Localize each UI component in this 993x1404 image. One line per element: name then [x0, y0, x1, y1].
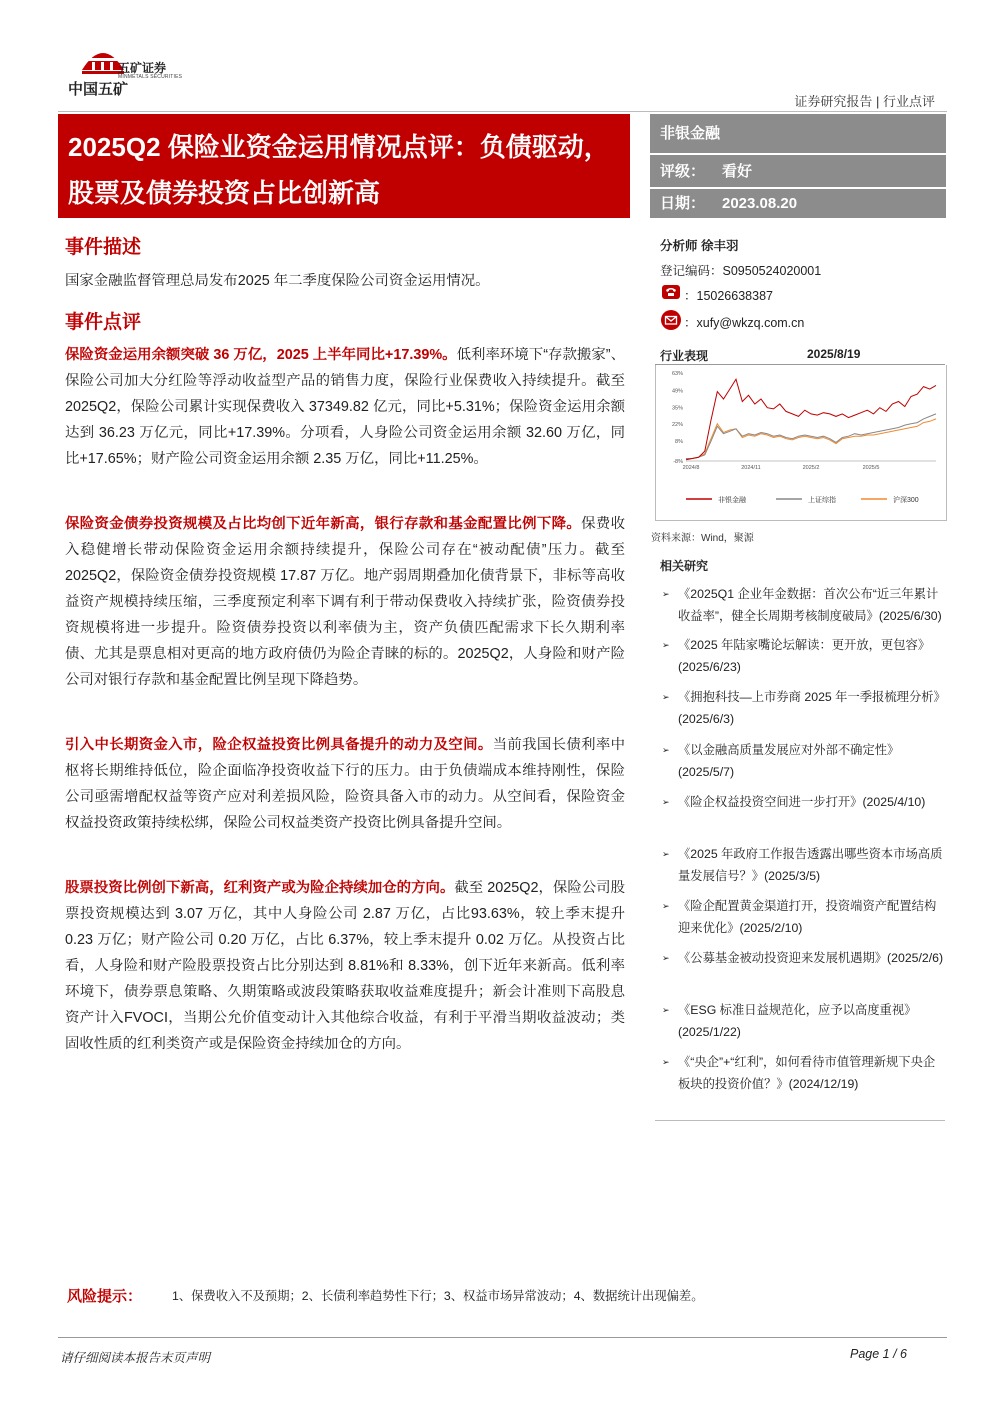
paragraph-3-highlight: 引入中长期资金入市，险企权益投资比例具备提升的动力及空间。	[65, 737, 493, 753]
perf-date: 2025/8/19	[807, 347, 861, 361]
page-number: Page 1 / 6	[850, 1347, 907, 1361]
company-logo	[64, 40, 214, 100]
phone-icon	[662, 285, 680, 299]
footer-divider	[58, 1337, 947, 1338]
rating-divider	[650, 153, 946, 155]
arrow-right-icon: ➢	[662, 1057, 670, 1067]
rating-row	[660, 156, 940, 188]
analyst-email: ：xufy@wkzq.com.cn	[684, 316, 805, 330]
footer-disclaimer: 请仔细阅读本报告末页声明	[60, 1351, 211, 1365]
arrow-right-icon: ➢	[662, 589, 670, 599]
y-tick-label: -8%	[673, 459, 683, 465]
related-list	[660, 583, 945, 1103]
arrow-right-icon: ➢	[662, 797, 670, 807]
title-banner	[58, 114, 630, 218]
performance-chart	[656, 365, 946, 520]
paragraph-2-text: 保费收入稳健增长带动保险资金运用余额持续提升，保险公司存在“被动配债”压力。截至 2025Q2，保险资金债券投资规模 17.87 万亿。地产弱周期叠加化债背景下，非标等高收益资产规模持续压缩，三季度预定利率下调有利于带动保费收入持续扩张，险资债券投资规模将进一步提升。险资债券投资以利率债为主，资产负债匹配需求下长久期利率债、尤其是票息相对更高的地方政府债仍为险企青睐的标的。2025Q2，人身险和财产险公司对银行存款和基金配置比例呈现下降趋势。	[65, 516, 625, 688]
related-item[interactable]: ➢ 《以金融高质量发展应对外部不确定性》(2025/5/7)	[660, 739, 945, 791]
series-line-上证综指	[686, 414, 936, 459]
rating-value: 看好	[722, 163, 753, 180]
paragraph-1	[65, 342, 625, 472]
y-tick-label: 22%	[671, 421, 683, 428]
mail-icon	[661, 310, 681, 330]
paragraph-2-highlight: 保险资金债券投资规模及占比均创下近年新高，银行存款和基金配置比例下降。	[65, 516, 582, 532]
date-value: 2023.08.20	[722, 195, 798, 212]
related-item[interactable]: ➢ 《险企配置黄金渠道打开，投资端资产配置结构迎来优化》(2025/2/10)	[660, 895, 945, 947]
x-tick-label: 2024/8	[682, 465, 700, 471]
related-item[interactable]: ➢ 《2025 年政府工作报告透露出哪些资本市场高质量发展信号？》(2025/3/5)	[660, 843, 945, 895]
related-item[interactable]: ➢ 《“央企”+“红利”，如何看待市值管理新规下央企板块的投资价值？》(2024/12/19)	[660, 1051, 945, 1103]
arrow-right-icon: ➢	[662, 849, 670, 859]
related-item[interactable]: ➢ 《拥抱科技—上市券商 2025 年一季报梳理分析》(2025/6/3)	[660, 686, 945, 739]
paragraph-4-text: 截至 2025Q2，保险公司股票投资规模达到 3.07 万亿，其中人身险公司 2.87 万亿，占比93.63%，较上季末提升 0.23 万亿；财产险公司 0.20 万亿，占比 6.37%，较上季末提升 0.02 万亿。从投资占比看，人身险和财产险股票投资占比分别达到 8.81%和 8.33%，创下近年来新高。低利率环境下，债券票息策略、久期策略或波段策略获取收益难度提升；新会计准则下高股息资产计入FVOCI，当期公允价值变动计入其他综合收益，有利于平滑当期收益波动；类固收性质的红利类资产或是保险资金持续加仓的方向。	[65, 880, 625, 1052]
chart-source: 资料来源：Wind，聚源	[651, 533, 754, 544]
legend-label: 沪深300	[893, 497, 919, 504]
related-item[interactable]: ➢ 《2025 年陆家嘴论坛解读：更开放，更包容》(2025/6/23)	[660, 634, 945, 686]
rating-box	[650, 114, 946, 218]
event-desc-heading: 事件描述	[65, 237, 142, 258]
y-tick-label: 49%	[671, 388, 683, 395]
paragraph-3-text: 当前我国长债利率中枢将长期维持低位，险企面临净投资收益下行的压力。由于负债端成本维持刚性，保险公司亟需增配权益等资产应对利差损风险，险资具备入市的动力。从空间看，保险资金权益投资政策持续松绑，保险公司权益类资产投资比例具备提升空间。	[65, 737, 625, 831]
performance-chart-frame	[655, 365, 947, 521]
arrow-right-icon: ➢	[662, 1005, 670, 1015]
sector-name: 非银金融	[660, 125, 721, 142]
arrow-right-icon: ➢	[662, 953, 670, 963]
related-item[interactable]: ➢ 《ESG 标准日益规范化，应予以高度重视》(2025/1/22)	[660, 999, 945, 1051]
x-tick-label: 2025/5	[862, 465, 880, 471]
arrow-right-icon: ➢	[662, 901, 670, 911]
arrow-right-icon: ➢	[662, 640, 670, 650]
x-tick-label: 2025/2	[802, 465, 820, 471]
risk-label: 风险提示：	[67, 1288, 143, 1305]
y-tick-label: 35%	[671, 405, 683, 412]
brand-cn: 中国五矿	[68, 81, 129, 98]
risk-text: 1、保费收入不及预期；2、长债利率趋势性下行；3、权益市场异常波动；4、数据统计出现偏差。	[172, 1289, 704, 1303]
analyst-name: 分析师 徐丰羽	[660, 239, 739, 253]
series-line-非银金融	[686, 379, 936, 460]
paragraph-4	[65, 875, 625, 1057]
y-tick-label: 8%	[675, 439, 683, 446]
report-type: 证券研究报告 | 行业点评	[794, 94, 935, 109]
legend-label: 非银金融	[718, 497, 746, 504]
brand-wk: 五矿证券	[118, 61, 167, 75]
paragraph-1-text: 低利率环境下“存款搬家”、保险公司加大分红险等浮动收益型产品的销售力度，保险行业保费收入持续提升。截至 2025Q2，保险公司累计实现保费收入 37349.82 亿元，同比+5.31%；保险资金运用余额达到 36.23 万亿元，同比+17.39%。分项看，人身险公司资金运用余额 32.60 万亿，同比+17.65%；财产险公司资金运用余额 2.35 万亿，同比+11.25%。	[65, 347, 625, 467]
brand-en: MINMETALS SECURITIES	[118, 74, 183, 80]
event-review-heading: 事件点评	[65, 312, 142, 333]
date-label: 日期：	[660, 195, 706, 212]
related-item[interactable]: ➢ 《公募基金被动投资迎来发展机遇期》(2025/2/6)	[660, 947, 945, 999]
paragraph-2	[65, 511, 625, 693]
arrow-right-icon: ➢	[662, 692, 670, 702]
rating-label: 评级：	[660, 163, 706, 180]
paragraph-3	[65, 732, 625, 836]
x-tick-label: 2024/11	[741, 465, 761, 471]
analyst-phone: ：15026638387	[684, 289, 773, 303]
related-heading: 相关研究	[660, 559, 709, 573]
related-bottom-divider	[655, 1120, 945, 1121]
header-divider	[58, 111, 947, 112]
paragraph-1-highlight: 保险资金运用余额突破 36 万亿，2025 上半年同比+17.39%。	[65, 347, 457, 363]
analyst-reg: 登记编码：S0950524020001	[660, 264, 822, 278]
perf-title: 行业表现	[660, 349, 709, 363]
event-desc-text: 国家金融监督管理总局发布2025 年二季度保险公司资金运用情况。	[65, 273, 490, 289]
related-item[interactable]: ➢ 《2025Q1 企业年金数据：首次公布“近三年累计收益率”，健全长周期考核制度破局》(2025/6/30)	[660, 583, 945, 634]
y-tick-label: 63%	[671, 371, 683, 377]
series-line-沪深300	[686, 419, 936, 459]
date-row	[660, 188, 940, 220]
arrow-right-icon: ➢	[662, 745, 670, 755]
related-item[interactable]: ➢ 《险企权益投资空间进一步打开》(2025/4/10)	[660, 791, 945, 843]
report-title: 2025Q2 保险业资金运用情况点评：负债驱动，股票及债券投资占比创新高	[68, 132, 610, 208]
paragraph-4-highlight: 股票投资比例创下新高，红利资产或为险企持续加仓的方向。	[65, 880, 455, 896]
legend-label: 上证综指	[808, 497, 836, 504]
